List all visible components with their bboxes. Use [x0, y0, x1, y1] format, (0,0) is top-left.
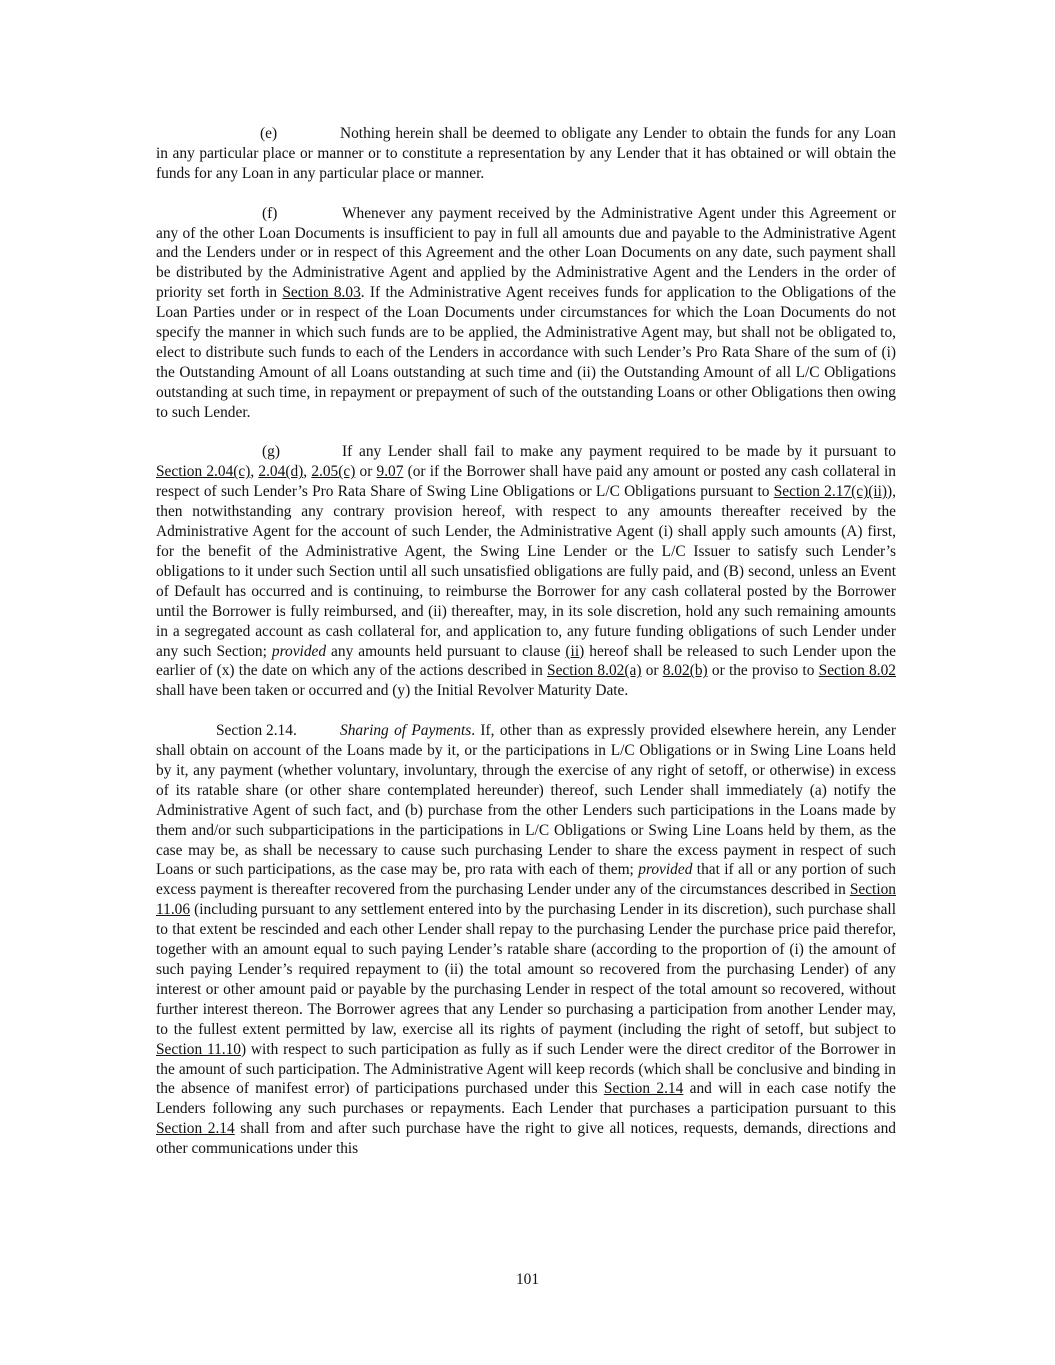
section-reference-link[interactable]: Section 2.14 [156, 1120, 235, 1138]
paragraph-label: (g) [262, 443, 280, 461]
paragraph-text: or [641, 662, 663, 680]
section-reference-link[interactable]: Section 2.04(c) [156, 463, 251, 481]
paragraph-label: (f) [262, 204, 278, 222]
paragraph-text: that if all or any portion of such excess payment is thereafter recovered from the purchasing Lender under any of the circumstances described in [156, 861, 896, 899]
paragraph-text: . If, other than as expressly provided elsewhere herein, any Lender shall obtain on account of the Loans made by it, or the participations in L/C Obligations or in Swing Line Loans held by it, any payment (whether voluntary, involuntary, through the exercise of any right of setoff, or otherwise) in excess of its ratable share (or other share contemplated hereunder) thereof, such Lender shall immediately (a) notify the Administrative Agent of such fact, and (b) purchase from the other Lenders such participations in the Loans made by them and/or such subparticipations in the participations in L/C Obligations or Swing Line Loans held by them, as the case may be, as shall be necessary to cause such purchasing Lender to share the excess payment in respect of such Loans or such participations, as the case may be, pro rata with each of them; [156, 722, 896, 879]
section-2-14 [156, 721, 896, 1159]
clause-reference-link[interactable]: (ii) [565, 642, 585, 660]
paragraph-text: shall have been taken or occurred and (y) the Initial Revolver Maturity Date. [156, 682, 629, 700]
paragraph-text: or the proviso to [707, 662, 819, 680]
paragraph-text: , [303, 463, 312, 481]
paragraph-text: ), then notwithstanding any contrary provision hereof, with respect to any amounts thereafter received by the Administrative Agent for the account of such Lender, the Administrative Agent (i) shall apply such amounts (A) first, for the benefit of the Administrative Agent, the Swing Line Lender or the L/C Issuer to satisfy such Lender’s obligations to it under such Section until all such unsatisfied obligations are fully paid, and (B) second, unless an Event of Default has occurred and is continuing, to reimburse the Borrower for any cash collateral posted by the Borrower until the Borrower is fully reimbursed, and (ii) thereafter, may, in its sole discretion, hold any such remaining amounts in a segregated account as cash collateral for, and application to, any future funding obligations of such Lender under any such Section; [156, 483, 896, 660]
section-reference-link[interactable]: Section 11.06 [156, 881, 896, 919]
paragraph-text: . If the Administrative Agent receives funds for application to the Obligations of the Loan Parties under or in respect of the Loan Documents under circumstances for which the Loan Documents do not specify the manner in which such funds are to be applied, the Administrative Agent may, but shall not be obligated to, elect to distribute such funds to each of the Lenders in accordance with such Lender’s Pro Rata Share of the sum of (i) the Outstanding Amount of all Loans outstanding at such time and (ii) the Outstanding Amount of all L/C Obligations outstanding at such time, in repayment or prepayment of such of the outstanding Loans or other Obligations then owing to such Lender. [156, 284, 896, 421]
italic-term: provided [638, 861, 693, 879]
italic-term: provided [271, 642, 327, 660]
paragraph-text: Whenever any payment received by the Administrative Agent under this Agreement or any of the other Loan Documents is insufficient to pay in full all amounts due and payable to the Administrative Agent and the Lenders under or in respect of this Agreement and the other Loan Documents on any date, such payment shall be distributed by the Administrative Agent and applied by the Administrative Agent and the Lenders in the order of priority set forth in [156, 204, 896, 302]
paragraph-text: or [355, 463, 377, 481]
paragraph-e [156, 124, 896, 184]
paragraph-label: (e) [260, 125, 278, 142]
section-reference-link[interactable]: Section 8.03 [282, 284, 361, 302]
paragraph-text: (including pursuant to any settlement entered into by the purchasing Lender in its discretion), such purchase shall to that extent be rescinded and each other Lender shall repay to the purchasing Lender the purchase price paid therefor, together with an amount equal to such paying Lender’s ratable share (according to the proportion of (i) the amount of such paying Lender’s required repayment to (ii) the total amount so recovered from the purchasing Lender) of any interest or other amount paid or payable by the purchasing Lender in respect of the total amount so recovered, without further interest thereon. The Borrower agrees that any Lender so purchasing a participation from another Lender may, to the fullest extent permitted by law, exercise all its rights of payment (including the right of setoff, but subject to [156, 901, 896, 1038]
document-body [156, 124, 896, 1179]
paragraph-text: shall from and after such purchase have the right to give all notices, requests, demands, directions and other communications under this [156, 1120, 896, 1158]
paragraph-text: and will in each case notify the Lenders following any such purchases or repayments. Each Lender that purchases a participation pursuant to this [156, 1080, 896, 1118]
section-reference-link[interactable]: Section 11.10 [156, 1040, 242, 1058]
page-number: 101 [515, 1271, 540, 1288]
paragraph-text: (or if the Borrower shall have paid any amount or posted any cash collateral in respect of such Lender’s Pro Rata Share of Swing Line Obligations or L/C Obligations pursuant to [156, 463, 896, 501]
paragraph-f [156, 204, 896, 423]
section-reference-link[interactable]: 2.05(c) [311, 463, 356, 481]
paragraph-text: Nothing herein shall be deemed to obligate any Lender to obtain the funds for any Loan in any particular place or manner or to constitute a representation by any Lender that it has obtained or will obtain the funds for any Loan in any particular place or manner. [156, 125, 896, 182]
paragraph-text: If any Lender shall fail to make any payment required to be made by it pursuant to [342, 443, 896, 461]
paragraph-g [156, 442, 896, 701]
section-reference-link[interactable]: Section 8.02 [818, 662, 896, 680]
section-reference-link[interactable]: 2.04(d) [258, 463, 304, 481]
paragraph-text: ) with respect to such participation as fully as if such Lender were the direct creditor of the Borrower in the amount of such participation. The Administrative Agent will keep records (which shall be conclusive and binding in the absence of manifest error) of participations purchased under this [156, 1040, 896, 1098]
paragraph-text: , [250, 463, 259, 481]
section-reference-link[interactable]: Section 2.17(c)(ii) [773, 483, 888, 501]
paragraph-text: hereof shall be released to such Lender upon the earlier of (x) the date on which any of the actions described in [156, 642, 896, 680]
section-number: Section 2.14. [216, 722, 297, 740]
section-reference-link[interactable]: Section 8.02(a) [547, 662, 642, 680]
section-reference-link[interactable]: 9.07 [376, 463, 404, 481]
section-reference-link[interactable]: Section 2.14 [603, 1080, 684, 1098]
section-heading: Sharing of Payments [340, 722, 472, 740]
section-reference-link[interactable]: 8.02(b) [662, 662, 708, 680]
paragraph-text: any amounts held pursuant to clause [326, 642, 566, 660]
